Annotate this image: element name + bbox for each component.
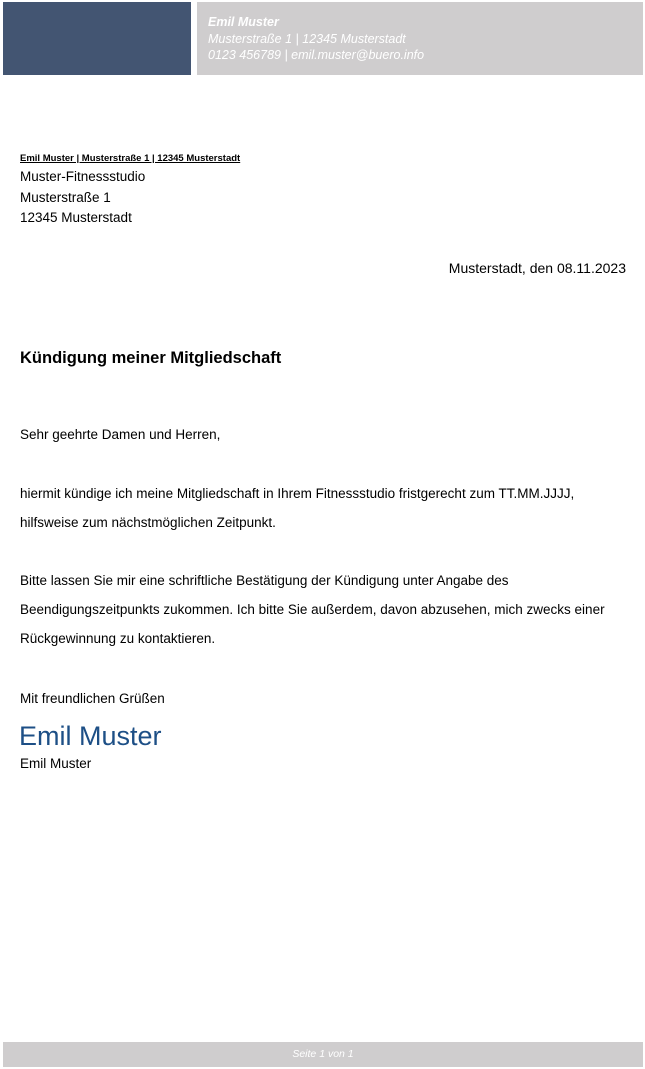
- body-paragraph-1: hiermit kündige ich meine Mitgliedschaft in Ihrem Fitnessstudio fristgerecht zum TT.MM.JJJJ, hilfsweise zum nächstmöglichen Zeitpunkt.: [20, 486, 575, 530]
- header-accent-block: [3, 2, 191, 75]
- sender-return-line: Emil Muster | Musterstraße 1 | 12345 Musterstadt: [20, 153, 241, 164]
- recipient-address: [20, 167, 145, 229]
- recipient-name: Muster-Fitnessstudio: [20, 169, 146, 184]
- salutation: Sehr geehrte Damen und Herren,: [20, 427, 221, 442]
- header-sender-info: [197, 2, 643, 75]
- header-address: Musterstraße 1 | 12345 Musterstadt: [208, 31, 406, 46]
- page-footer: Seite 1 von 1: [3, 1042, 643, 1067]
- recipient-street: Musterstraße 1: [20, 189, 111, 205]
- recipient-city: 12345 Musterstadt: [20, 210, 132, 225]
- header-name: Emil Muster: [208, 15, 279, 29]
- letter-date: Musterstadt, den 08.11.2023: [448, 260, 626, 276]
- letter-subject: Kündigung meiner Mitgliedschaft: [20, 349, 282, 367]
- header-contact: 0123 456789 | emil.muster@buero.info: [208, 48, 425, 62]
- handwritten-signature: Emil Muster: [19, 721, 162, 751]
- body-paragraph-2: Bitte lassen Sie mir eine schriftliche Bestätigung der Kündigung unter Angabe des Beendigungszeitpunkts zukommen. Ich bitte Sie außerdem, davon abzusehen, mich zwecks einer Rückgewinnung zu kontaktieren.: [20, 573, 605, 646]
- closing-phrase: Mit freundlichen Grüßen: [20, 691, 165, 706]
- printed-name: Emil Muster: [20, 756, 92, 771]
